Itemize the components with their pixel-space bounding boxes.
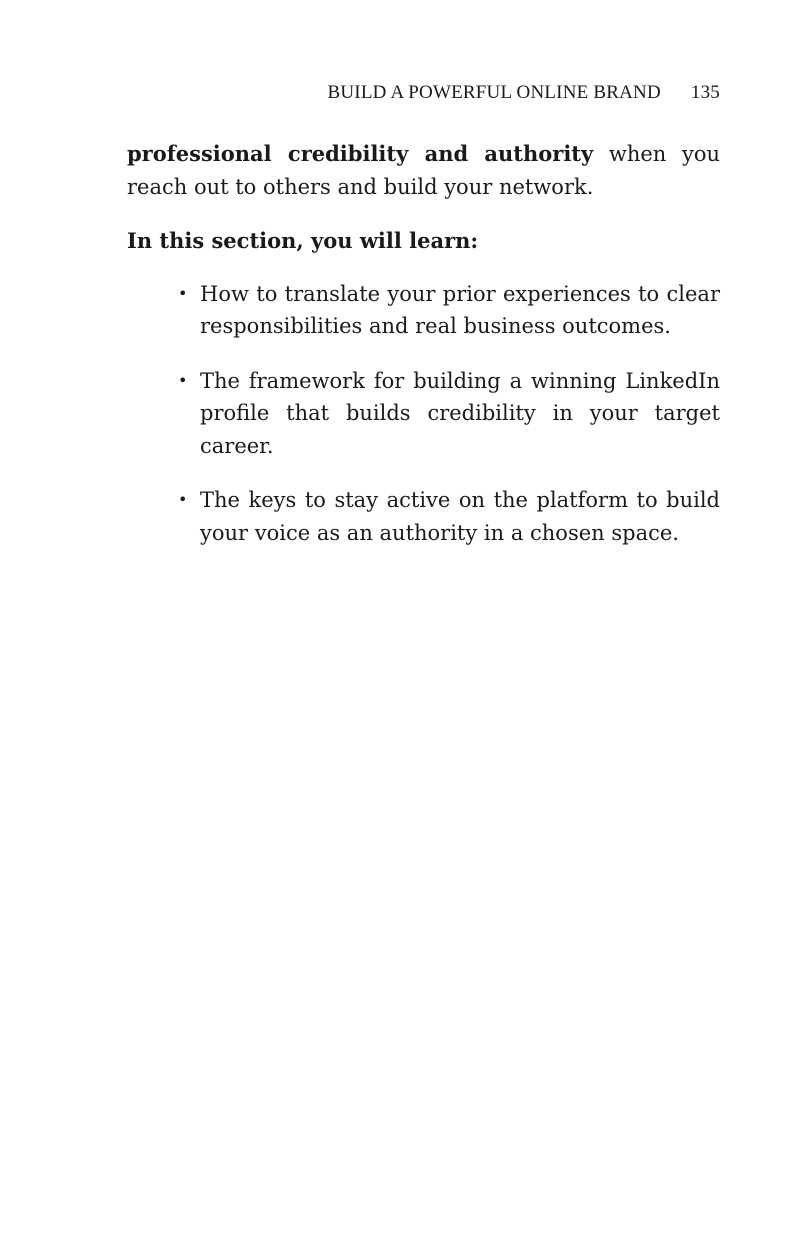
- list-item-text: The framework for building a winning LinkedIn profile that builds credibility in your target career.: [200, 368, 720, 458]
- list-item-text: How to translate your prior experiences to clear responsibilities and real business outcomes.: [200, 281, 720, 338]
- page-body: [127, 138, 720, 571]
- running-header: [127, 82, 720, 104]
- learning-list: [127, 278, 720, 550]
- bullet-icon: •: [178, 370, 188, 390]
- page-number: 135: [690, 82, 720, 103]
- bullet-icon: •: [178, 490, 188, 509]
- intro-text: when you reach out to others and build your network.: [127, 142, 720, 199]
- intro-paragraph: [127, 138, 720, 203]
- list-item-text: The keys to stay active on the platform to build your voice as an authority in a chosen space.: [200, 488, 720, 545]
- running-title: BUILD A POWERFUL ONLINE BRAND: [327, 82, 661, 103]
- list-item: [178, 278, 720, 343]
- section-lead-in: In this section, you will learn:: [127, 228, 479, 253]
- list-item: [178, 365, 720, 463]
- intro-bold-phrase: professional credibility and authority: [127, 141, 594, 166]
- list-item: [178, 484, 720, 549]
- bullet-icon: •: [178, 283, 188, 303]
